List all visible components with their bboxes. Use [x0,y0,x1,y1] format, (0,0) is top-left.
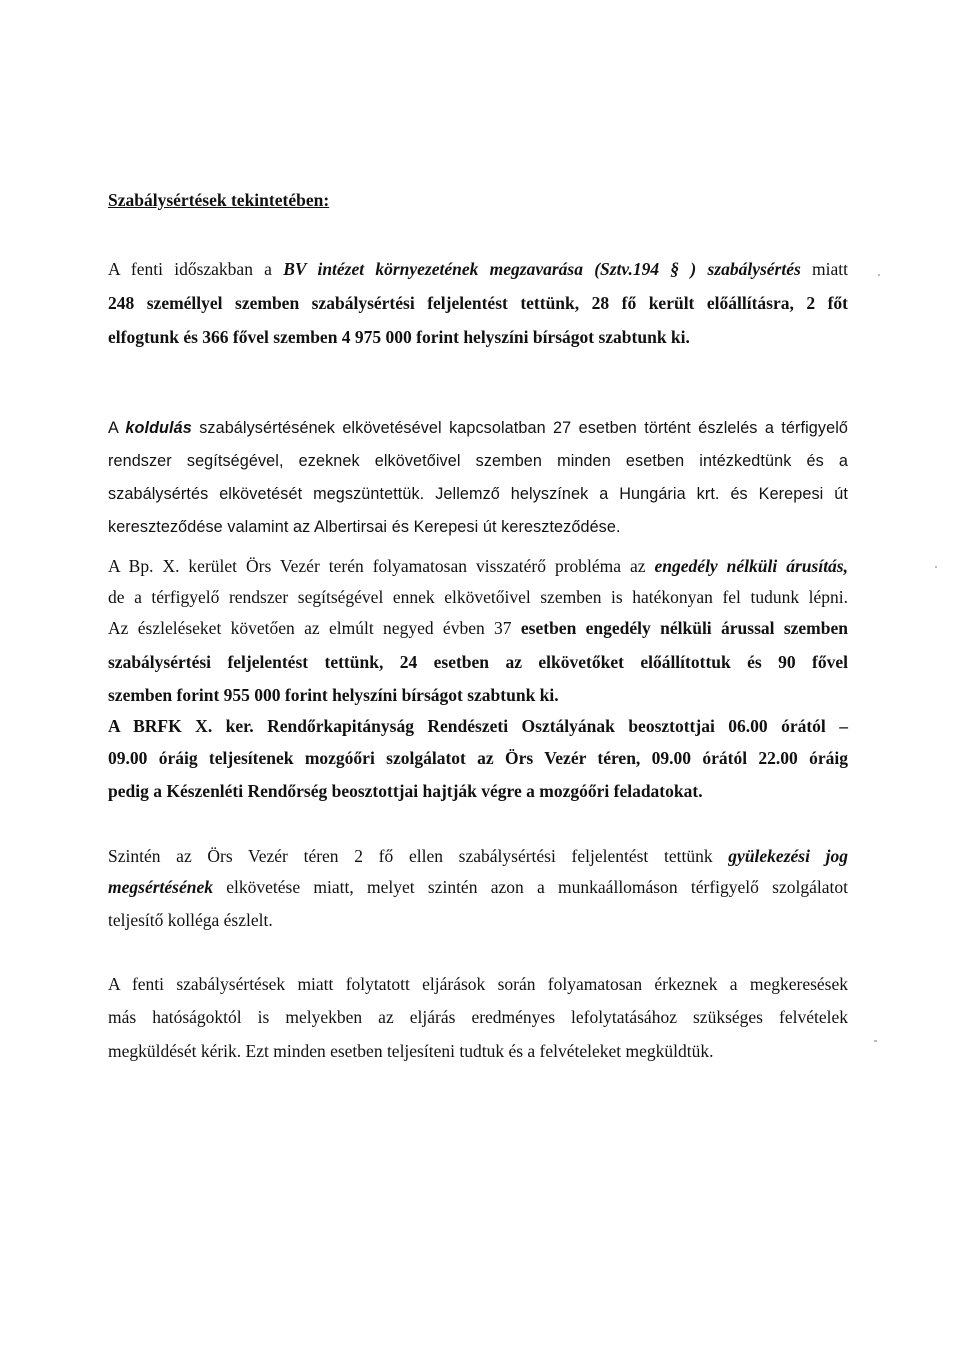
p2-line-3: szabálysértés elkövetését megszüntettük. Jellemző helyszínek a Hungária krt. és Kerepesi út [108,485,848,503]
p5-line-3: megküldését kérik. Ezt minden esetben teljesíteni tudtuk és a felvételeket megküldtük. [108,1041,714,1061]
p1-line-3: elfogtunk és 366 fővel szemben 4 975 000 forint helyszíni bírságot szabtunk ki. [108,327,690,347]
p3-line-7: 09.00 óráig teljesítenek mozgóőri szolgálatot az Örs Vezér téren, 09.00 órától 22.00 óráig [108,748,848,768]
p5-line-2: más hatóságoktól is melyekben az eljárás eredményes lefolytatásához szükséges felvételek [108,1007,848,1027]
p5-line-1: A fenti szabálysértések miatt folytatott eljárások során folyamatosan érkeznek a megkeresések [108,974,848,994]
p3-line-3: Az észleléseket követően az elmúlt negyed évben 37 esetben engedély nélküli árussal szemben [108,618,848,638]
p3-line-6: A BRFK X. ker. Rendőrkapitányság Rendészeti Osztályának beosztottjai 06.00 órától – [108,716,848,736]
p2-line-4: kereszteződése valamint az Albertirsai és Kerepesi út kereszteződése. [108,518,621,536]
p1-line-2: 248 személlyel szemben szabálysértési feljelentést tettünk, 28 fő került előállításra, 2 főt [108,293,848,313]
p4-line-3: teljesítő kolléga észlelt. [108,910,273,930]
p4-line-1: Szintén az Örs Vezér téren 2 fő ellen szabálysértési feljelentést tettünk gyülekezési jog [108,846,848,866]
p3-line-4: szabálysértési feljelentést tettünk, 24 esetben az elkövetőket előállítottuk és 90 fővel [108,652,848,672]
p4-line-2: megsértésének elkövetése miatt, melyet szintén azon a munkaállomáson térfigyelő szolgálatot [108,877,848,897]
scan-speck [935,566,937,568]
scan-speck [874,1040,877,1042]
p3-line-8: pedig a Készenléti Rendőrség beosztottjai hajtják végre a mozgóőri feladatokat. [108,781,703,801]
p3-line-1: A Bp. X. kerület Örs Vezér terén folyamatosan visszatérő probléma az engedély nélküli árusítás, [108,556,848,576]
p1-line-1: A fenti időszakban a BV intézet környezetének megzavarása (Sztv.194 § ) szabálysértés miatt [108,259,849,279]
p2-line-2: rendszer segítségével, ezeknek elkövetőivel szemben minden esetben intézkedtünk és a [108,452,848,470]
section-heading: Szabálysértések tekintetében: [108,190,330,210]
p3-line-5: szemben forint 955 000 forint helyszíni bírságot szabtunk ki. [108,685,559,705]
scan-speck [878,274,880,276]
p3-line-2: de a térfigyelő rendszer segítségével ennek elkövetőivel szemben is hatékonyan fel tudunk lépni. [108,587,848,607]
p2-line-1: A koldulás szabálysértésének elkövetésével kapcsolatban 27 esetben történt észlelés a térfigyelő [108,419,848,437]
